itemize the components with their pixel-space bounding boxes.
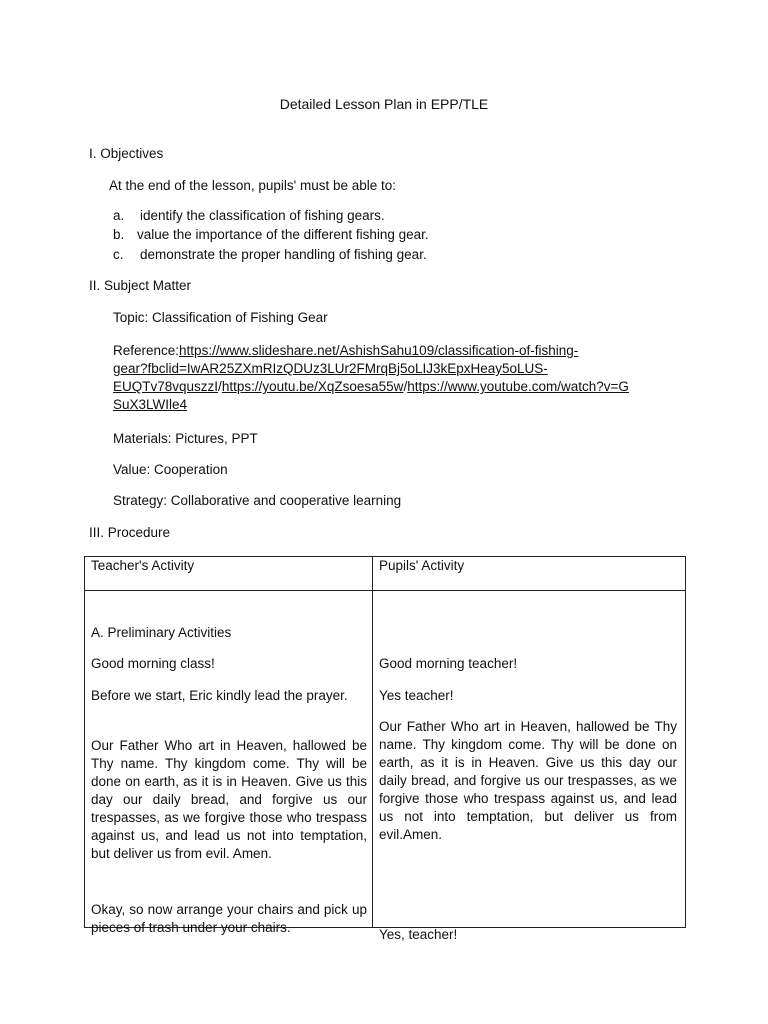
column-header-pupils: Pupils' Activity <box>379 558 465 573</box>
table-row <box>85 591 686 928</box>
teacher-prayer: Our Father Who art in Heaven, hallowed be Thy name. Thy kingdom come. Thy will be done on earth, as it is in Heaven. Give us this day our daily bread, and forgive us our trespasses, as we forgive those who trespass against us, and lead us not into temptation, but deliver us from evil. Amen. <box>91 738 367 861</box>
objective-item-b: value the importance of the different fishing gear. <box>137 227 429 242</box>
reference-link-slideshare-end[interactable]: EUQTv78vquszzI <box>113 379 219 394</box>
teacher-activity-cell <box>85 591 373 935</box>
reference-link-youtu-be[interactable]: https://youtu.be/XqZsoesa55w <box>221 379 404 394</box>
reference-line-4 <box>113 396 187 414</box>
objectives-intro: At the end of the lesson, pupils' must be able to: <box>109 178 397 193</box>
pupils-yes-teacher: Yes teacher! <box>379 688 454 703</box>
objective-marker-b: b. <box>113 227 125 242</box>
reference-line-1 <box>113 342 578 360</box>
objective-marker-c: c. <box>113 247 124 262</box>
reference-label: Reference: <box>113 343 180 358</box>
reference-separator: / <box>403 379 408 394</box>
strategy-text: Strategy: Collaborative and cooperative learning <box>113 493 402 508</box>
topic-text: Topic: Classification of Fishing Gear <box>113 310 328 325</box>
reference-link-slideshare[interactable]: https://www.slideshare.net/AshishSahu109/classification-of-fishing- <box>179 343 579 358</box>
column-header-teacher: Teacher's Activity <box>91 558 195 573</box>
teacher-chairs-instruction: Okay, so now arrange your chairs and pick up pieces of trash under your chairs. <box>91 902 367 935</box>
reference-separator: / <box>218 379 222 394</box>
pupils-greeting: Good morning teacher! <box>379 656 518 671</box>
header-cell-teacher <box>85 557 373 591</box>
objectives-heading: I. Objectives <box>89 146 164 161</box>
subject-matter-heading: II. Subject Matter <box>89 278 192 293</box>
pupils-yes-teacher-2: Yes, teacher! <box>379 927 458 942</box>
value-text: Value: Cooperation <box>113 462 228 477</box>
materials-text: Materials: Pictures, PPT <box>113 431 258 446</box>
procedure-heading: III. Procedure <box>89 525 171 540</box>
header-cell-pupils <box>373 557 686 591</box>
reference-line-2 <box>113 360 548 378</box>
objective-item-a: identify the classification of fishing gears. <box>140 208 385 223</box>
reference-link-youtube[interactable]: https://www.youtube.com/watch?v=G <box>407 379 629 394</box>
teacher-greeting: Good morning class! <box>91 656 215 671</box>
teacher-prayer-request: Before we start, Eric kindly lead the prayer. <box>91 688 348 703</box>
procedure-table <box>84 556 686 942</box>
pupils-activity-cell <box>373 591 686 942</box>
table-header-row <box>85 557 686 591</box>
page-title: Detailed Lesson Plan in EPP/TLE <box>279 96 489 112</box>
reference-line-3 <box>113 378 629 396</box>
preliminary-activities-heading: A. Preliminary Activities <box>91 625 232 640</box>
reference-link-youtube-end[interactable]: SuX3LWIle4 <box>113 397 188 412</box>
objective-marker-a: a. <box>113 208 125 223</box>
objective-item-c: demonstrate the proper handling of fishing gear. <box>140 247 427 262</box>
pupils-prayer: Our Father Who art in Heaven, hallowed be Thy name. Thy kingdom come. Thy will be done on earth, as it is in Heaven. Give us this day our daily bread, and forgive us our trespasses, as we forgive those who trespass against us, and lead us not into temptation, but deliver us from evil.Amen. <box>379 719 677 842</box>
reference-link-slideshare-cont[interactable]: gear?fbclid=IwAR25ZXmRIzQDUz3LUr2FMrqBj5oLIJ3kEpxHeay5oLUS- <box>113 361 548 376</box>
